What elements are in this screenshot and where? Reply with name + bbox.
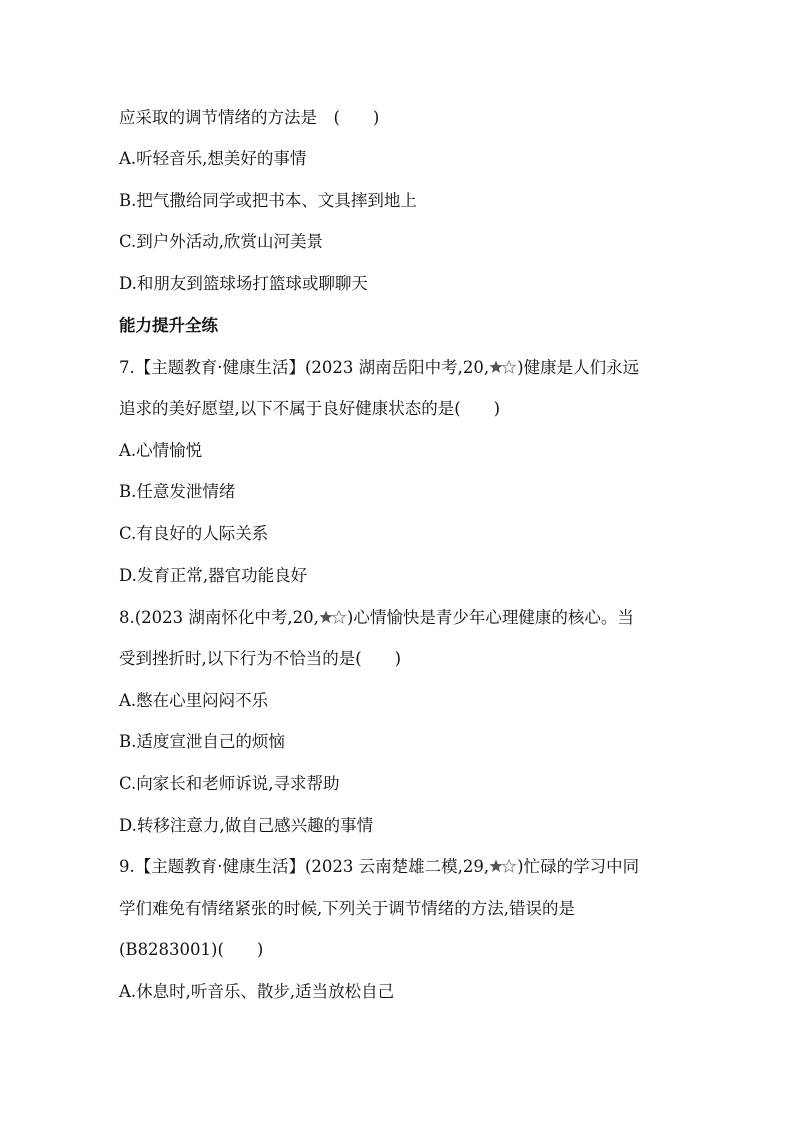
q8-option-c: C.向家长和老师诉说,寻求帮助 [119,774,340,793]
question-6-stem-end: 应采取的调节情绪的方法是 ( ) [119,108,380,127]
q7-option-b: B.任意发泄情绪 [119,482,236,501]
question-9-line-2: 学们难免有情绪紧张的时候,下列关于调节情绪的方法,错误的是 [119,899,575,918]
q8-source: 8.(2023 湖南怀化中考,20, [119,608,319,627]
q9-option-a: A.休息时,听音乐、散步,适当放松自己 [119,982,395,1001]
q6-option-b: B.把气撒给同学或把书本、文具摔到地上 [119,191,417,210]
difficulty-star-icon [489,859,517,873]
q8-stem: )心情愉快是青少年心理健康的核心。当 [346,608,634,627]
q8-option-d: D.转移注意力,做自己感兴趣的事情 [119,816,374,835]
q9-stem: )忙碌的学习中同 [517,857,640,876]
q9-source: 9.【主题教育·健康生活】(2023 云南楚雄二模,29, [119,857,490,876]
question-8-line-1 [119,606,679,630]
difficulty-star-icon [319,610,347,624]
question-9-line-1 [119,855,679,879]
section-heading: 能力提升全练 [119,316,218,335]
q8-option-a: A.憋在心里闷闷不乐 [119,691,269,710]
q7-option-a: A.心情愉悦 [119,441,203,460]
difficulty-star-icon [489,360,517,374]
question-9-line-3: (B8283001)( ) [119,940,264,959]
q7-option-c: C.有良好的人际关系 [119,524,269,543]
question-7-line-1 [119,356,679,380]
q7-option-d: D.发育正常,器官功能良好 [119,566,308,585]
q7-stem: )健康是人们永远 [517,358,640,377]
question-8-line-2: 受到挫折时,以下行为不恰当的是( ) [119,649,402,668]
q8-option-b: B.适度宣泄自己的烦恼 [119,732,285,751]
q7-source: 7.【主题教育·健康生活】(2023 湖南岳阳中考,20, [119,358,490,377]
q6-option-c: C.到户外活动,欣赏山河美景 [119,232,324,251]
q6-option-d: D.和朋友到篮球场打篮球或聊聊天 [119,274,368,293]
q6-option-a: A.听轻音乐,想美好的事情 [119,149,307,168]
question-7-line-2: 追求的美好愿望,以下不属于良好健康状态的是( ) [119,399,501,418]
